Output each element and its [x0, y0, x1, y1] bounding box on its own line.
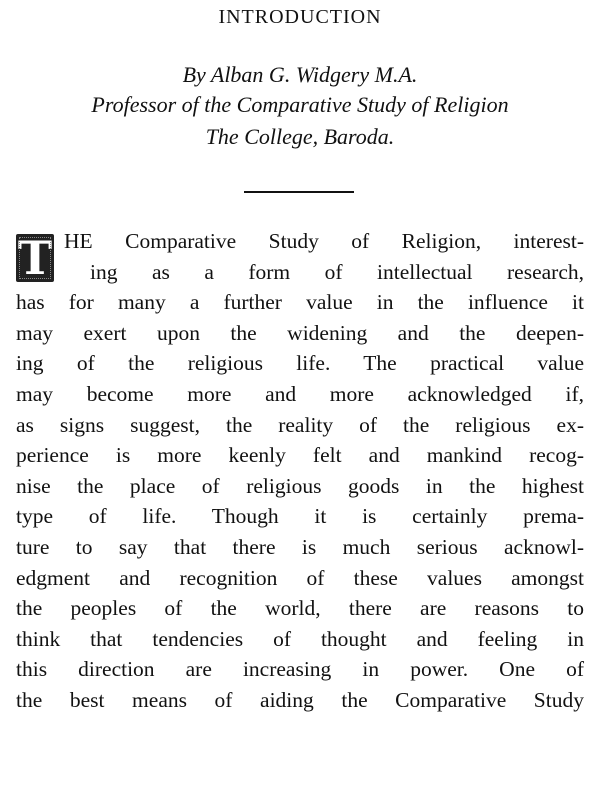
text-line: has for many a further value in the influence it — [16, 290, 584, 315]
text-line: ture to say that there is much serious acknowl- — [16, 534, 584, 559]
text-line: nise the place of religious goods in the highest — [16, 473, 584, 498]
body-paragraph — [16, 226, 584, 716]
text-line: ing as a form of intellectual research, — [90, 259, 584, 284]
text-line: HE Comparative Study of Religion, interest- — [64, 229, 584, 253]
author-line: By Alban G. Widgery M.A. — [182, 62, 418, 87]
author-institution: The College, Baroda. — [205, 124, 395, 149]
text-line: the peoples of the world, there are reasons to — [16, 596, 584, 621]
text-line: ing of the religious life. The practical value — [16, 351, 584, 376]
text-line: may become more and more acknowledged if, — [16, 381, 584, 406]
text-line: edgment and recognition of these values amongst — [16, 565, 584, 590]
text-line: as signs suggest, the reality of the religious ex- — [16, 412, 584, 437]
text-line: perience is more keenly felt and mankind recog- — [16, 443, 584, 468]
section-divider — [244, 191, 354, 193]
text-line: the best means of aiding the Comparative Study — [16, 687, 584, 712]
text-line: think that tendencies of thought and feeling in — [16, 626, 584, 651]
drop-cap: T — [17, 231, 53, 285]
author-position: Professor of the Comparative Study of Religion — [91, 92, 509, 117]
text-line: may exert upon the widening and the deepen- — [16, 320, 584, 345]
text-line: this direction are increasing in power. One of — [16, 657, 584, 682]
text-line: type of life. Though it is certainly prema- — [16, 504, 584, 529]
page-heading: INTRODUCTION — [218, 6, 382, 28]
